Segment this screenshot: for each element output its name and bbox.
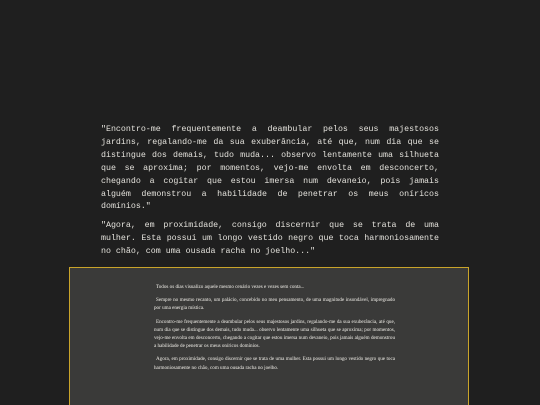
quote-section	[101, 124, 439, 265]
story-paragraph-3: Encontro-me frequentemente a deambular pelos seus majestosos jardins, regalando-me da sua exuberância, até que, num dia que se distingue dos demais, tudo muda... observo lentamente uma silhueta que se aproxima; por momentos, vejo-me envolta em desconcerto, chegando a cogitar que estou imersa num devaneio, pois jamais alguém demonstrou a habilidade de penetrar os meus oníricos domínios.	[154, 318, 395, 350]
quote-paragraph-1: "Encontro-me frequentemente a deambular pelos seus majestosos jardins, regalando-me da sua exuberância, até que, num dia que se distingue dos demais, tudo muda... observo lentamente uma silhueta que se aproxima; por momentos, vejo-me envolta em desconcerto, chegando a cogitar que estou imersa num devaneio, pois jamais alguém demonstrou a habilidade de penetrar os meus oníricos domínios."	[101, 125, 439, 212]
story-paragraph-2: Sempre no mesmo recanto, um palácio, concebido no meu pensamento, de uma magnitude insondável, impregnado por uma energia mística.	[154, 297, 395, 312]
quote-paragraph-2: "Agora, em proximidade, consigo discernir que se trata de uma mulher. Esta possui um longo vestido negro que toca harmoniosamente no chão, com uma ousada racha no joelho..."	[101, 221, 439, 257]
story-panel	[69, 267, 469, 405]
story-text	[154, 283, 395, 377]
story-paragraph-1: Todos os dias visualizo aquele mesmo cenário vezes e vezes sem conta...	[156, 284, 305, 290]
story-paragraph-4: Agora, em proximidade, consigo discernir que se trata de uma mulher. Esta possui um longo vestido negro que toca harmoniosamente no chão, com uma ousada racha no joelho.	[154, 356, 395, 371]
